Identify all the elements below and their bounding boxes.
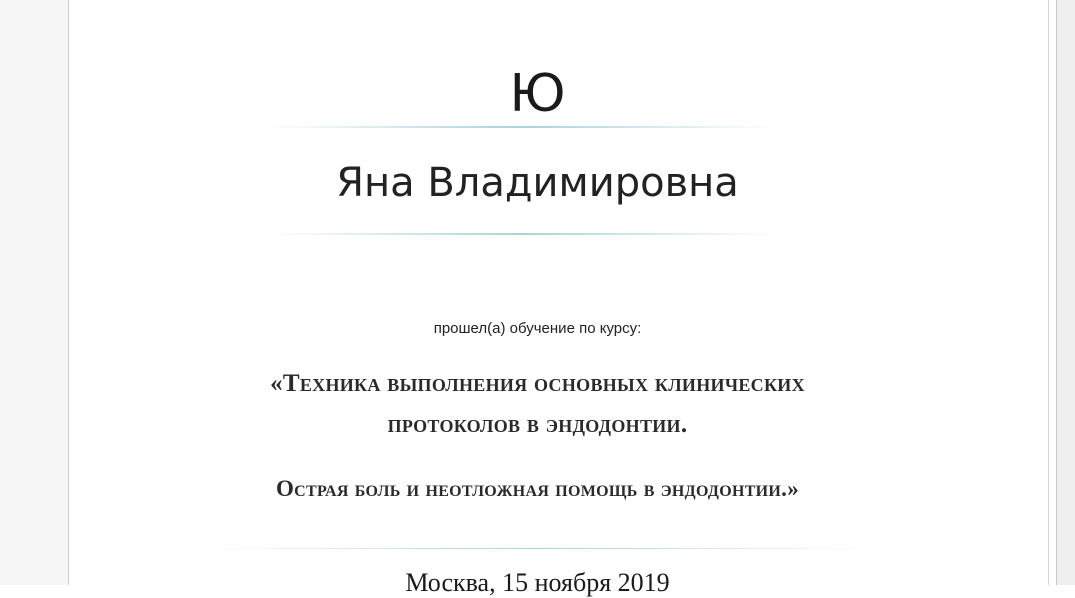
recipient-name: Яна Владимировна [336, 160, 739, 206]
course-title-line-1: «Техника выполнения основных клинических [270, 370, 805, 397]
course-title-line-2: протоколов в эндодонтии. [387, 411, 688, 438]
course-title-line-3: Острая боль и неотложная помощь в эндодонтии.» [275, 476, 800, 501]
divider-line [198, 548, 878, 549]
course-intro-text: прошел(а) обучение по курсу: [433, 320, 642, 337]
place-and-date: Москва, 15 ноября 2019 [405, 568, 670, 597]
divider-line [268, 233, 776, 235]
divider-line [268, 126, 776, 128]
recipient-surname: Ю [509, 64, 566, 124]
